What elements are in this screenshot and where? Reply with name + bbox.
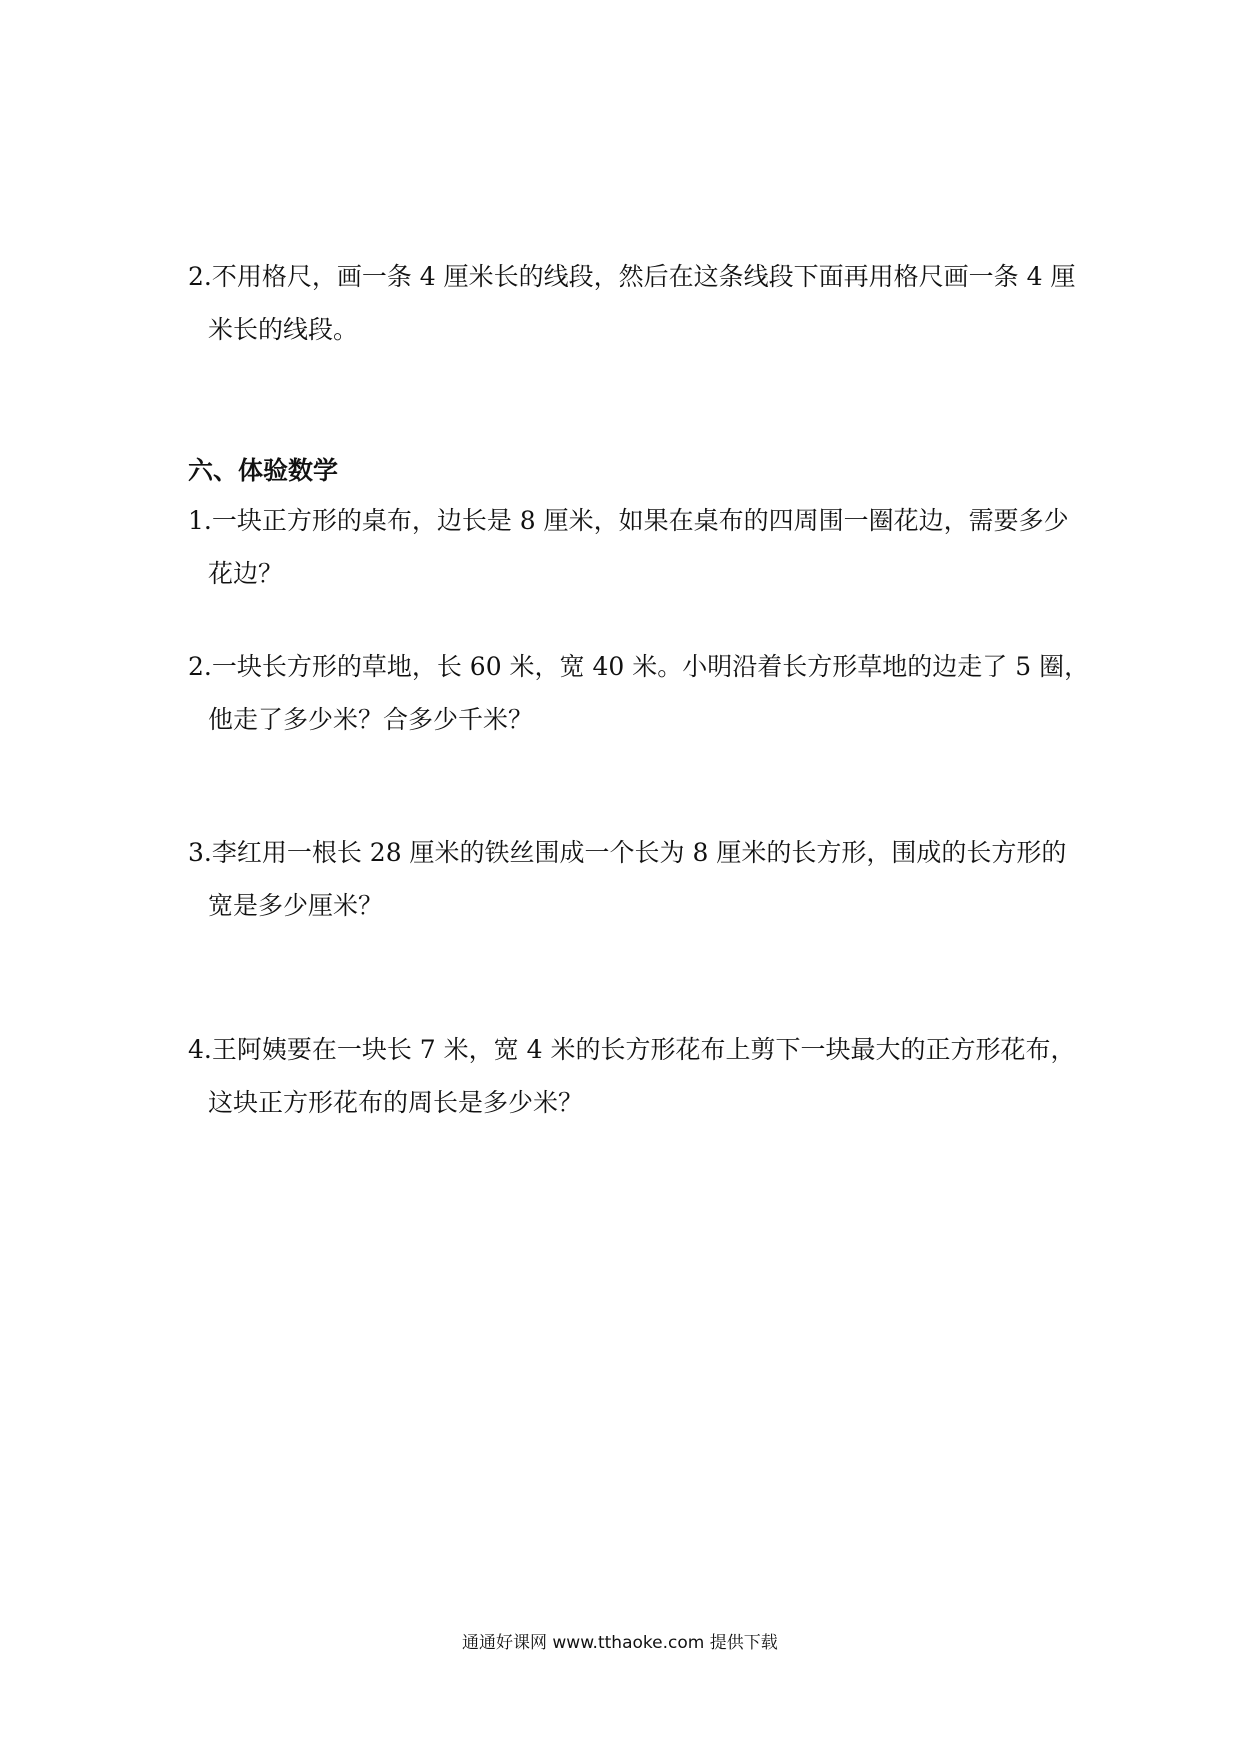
question-5-2-line1: 2.不用格尺，画一条 4 厘米长的线段，然后在这条线段下面再用格尺画一条 4 厘 — [188, 262, 1076, 291]
question-6-1-line1: 1.一块正方形的桌布，边长是 8 厘米，如果在桌布的四周围一圈花边，需要多少 — [188, 506, 1069, 535]
question-6-4-line2: 这块正方形花布的周长是多少米？ — [208, 1088, 584, 1117]
question-6-3-line1: 3.李红用一根长 28 厘米的铁丝围成一个长为 8 厘米的长方形，围成的长方形的 — [188, 838, 1067, 867]
question-5-2-line2: 米长的线段。 — [208, 315, 359, 344]
footer-download-notice: 通通好课网 www.tthaoke.com 提供下载 — [462, 1633, 778, 1653]
question-6-2-line2: 他走了多少米？合多少千米？ — [208, 705, 534, 734]
question-6-2-line1: 2.一块长方形的草地，长 60 米，宽 40 米。小明沿着长方形草地的边走了 5 圈， — [188, 652, 1090, 681]
question-6-4-line1: 4.王阿姨要在一块长 7 米，宽 4 米的长方形花布上剪下一块最大的正方形花布， — [188, 1035, 1076, 1064]
question-6-3-line2: 宽是多少厘米？ — [208, 891, 384, 920]
question-6-1-line2: 花边？ — [208, 559, 284, 588]
section-6-title: 六、体验数学 — [188, 456, 339, 485]
